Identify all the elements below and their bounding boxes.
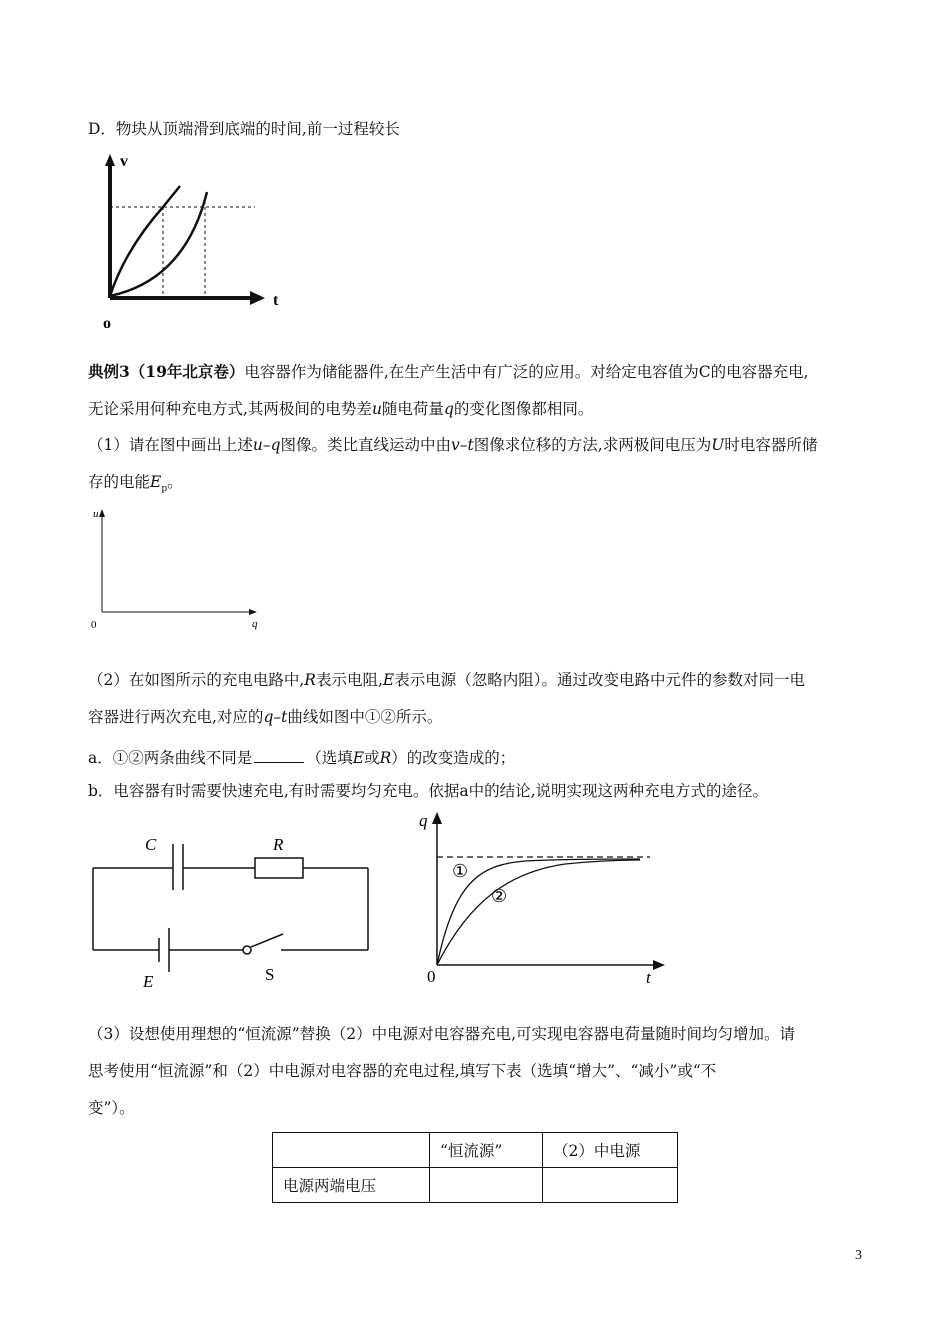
table-header-part2-source: （2）中电源 — [543, 1133, 678, 1168]
table-header-row — [273, 1133, 678, 1168]
capacitor-label: C — [145, 835, 157, 854]
option-d: D．物块从顶端滑到底端的时间,前一过程较长 — [88, 120, 400, 138]
table-header-empty — [273, 1133, 430, 1168]
qt-q-label: q — [419, 811, 428, 830]
answer-blank[interactable] — [254, 748, 304, 763]
table-header-constant-current: “恒流源” — [430, 1133, 543, 1168]
table-cell-part2-source[interactable] — [543, 1168, 678, 1203]
uq-q-arrow — [249, 609, 257, 615]
part3-question: （3）设想使用理想的“恒流源”替换（2）中电源对电容器充电,可实现电容器电荷量随时间均匀增加。请 思考使用“恒流源”和（2）中电源对电容器的充电过程,填写下表（选填“增大”、“减小”或“不 变”）。 — [88, 1025, 796, 1117]
uq-q-label: q — [252, 618, 258, 630]
vt-curve-2 — [110, 192, 207, 296]
circuit-diagram — [85, 830, 385, 995]
resistor — [255, 858, 303, 878]
part2-sub-b: b．电容器有时需要快速充电,有时需要均匀充电。依据a中的结论,说明实现这两种充电方式的途径。 — [88, 782, 769, 800]
qt-curve-2-label: ② — [491, 886, 508, 906]
vt-origin-label: o — [103, 315, 111, 332]
part1-question: （1）请在图中画出上述u–q图像。类比直线运动中由v–t图像求位移的方法,求两极间电压为U时电容器所储 存的电能$E_p$。 — [88, 436, 818, 495]
qt-q-arrow — [432, 812, 442, 824]
example-title: 典例3（19年北京卷） — [88, 362, 245, 381]
qt-origin-label: 0 — [427, 967, 436, 986]
vt-curve-1 — [110, 186, 180, 296]
part2-sub-a: a．①②两条曲线不同是 （选填E或R）的改变造成的； — [88, 749, 516, 767]
vt-v-label: v — [120, 153, 128, 170]
vt-t-label: t — [273, 292, 279, 309]
table-cell-constant-current[interactable] — [430, 1168, 543, 1203]
vt-t-arrow — [250, 291, 265, 305]
vt-graph — [95, 150, 290, 335]
battery-label: E — [143, 972, 154, 991]
qt-curve-1-label: ① — [452, 861, 469, 881]
table-row — [273, 1168, 678, 1203]
table-row-label: 电源两端电压 — [273, 1168, 430, 1203]
uq-u-label: u — [93, 508, 99, 520]
qt-t-label: t — [646, 968, 651, 987]
resistor-label: R — [273, 835, 284, 854]
answer-table — [272, 1132, 678, 1203]
qt-graph — [415, 810, 665, 990]
switch-lever — [251, 934, 283, 947]
example-intro: 典例3（19年北京卷）电容器作为储能器件,在生产生活中有广泛的应用。对给定电容值为C的电容器充电, 无论采用何种充电方式,其两极间的电势差u随电荷量q的变化图像都相同。 — [88, 362, 809, 418]
part2-question: （2）在如图所示的充电电路中,R表示电阻,E表示电源（忽略内阻）。通过改变电路中元件的参数对同一电 容器进行两次充电,对应的q–t曲线如图中①②所示。 — [88, 671, 805, 726]
uq-u-arrow — [99, 509, 105, 517]
switch-label: S — [265, 965, 275, 984]
switch-contact — [243, 946, 251, 954]
vt-v-arrow — [105, 154, 115, 166]
uq-graph — [85, 505, 270, 635]
uq-origin-label: 0 — [91, 619, 97, 631]
qt-t-arrow — [653, 960, 665, 970]
page-number: 3 — [855, 1248, 862, 1263]
